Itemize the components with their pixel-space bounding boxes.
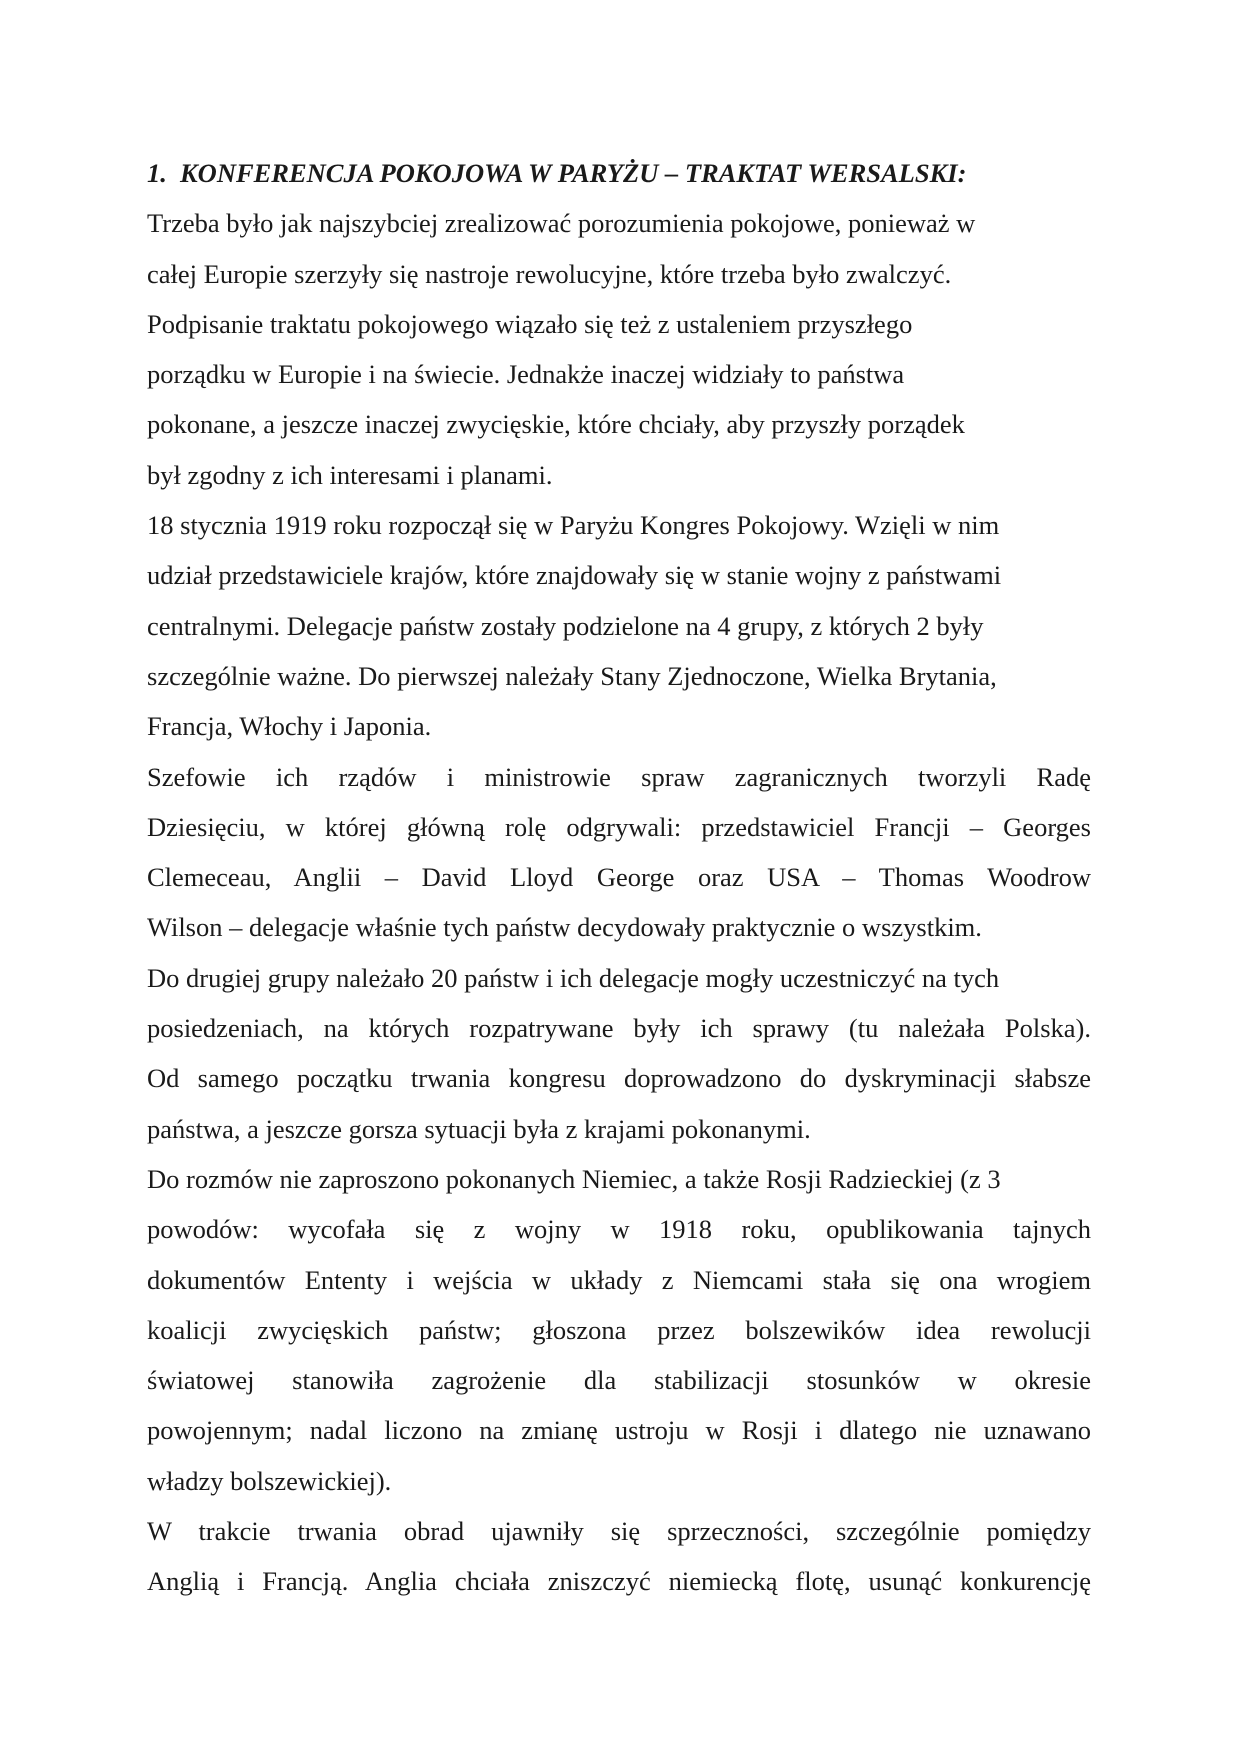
text-line: państwa, a jeszcze gorsza sytuacji była z krajami pokonanymi.: [147, 1113, 811, 1144]
document-body: [147, 148, 1091, 1607]
text-line: centralnymi. Delegacje państw zostały podzielone na 4 grupy, z których 2 były: [147, 610, 984, 641]
text-line: dokumentów Ententy i wejścia w układy z Niemcami stała się ona wrogiem: [147, 1264, 1091, 1295]
text-line: powodów: wycofała się z wojny w 1918 roku, opublikowania tajnych: [147, 1214, 1091, 1245]
text-line: koalicji zwycięskich państw; głoszona przez bolszewików idea rewolucji: [147, 1314, 1091, 1345]
section-heading: [147, 148, 1091, 198]
text-line: Anglią i Francją. Anglia chciała zniszczyć niemiecką flotę, usunąć konkurencję: [147, 1566, 1091, 1597]
text-line: powojennym; nadal liczono na zmianę ustroju w Rosji i dlatego nie uznawano: [147, 1415, 1091, 1446]
text-line: władzy bolszewickiej).: [147, 1465, 392, 1496]
text-line: Podpisanie traktatu pokojowego wiązało się też z ustaleniem przyszłego: [147, 308, 913, 339]
text-line: posiedzeniach, na których rozpatrywane były ich sprawy (tu należała Polska).: [147, 1013, 1091, 1044]
text-line: W trakcie trwania obrad ujawniły się sprzeczności, szczególnie pomiędzy: [147, 1516, 1091, 1547]
text-line: całej Europie szerzyły się nastroje rewolucyjne, które trzeba było zwalczyć.: [147, 258, 952, 289]
text-line: 18 stycznia 1919 roku rozpoczął się w Paryżu Kongres Pokojowy. Wzięli w nim: [147, 510, 1000, 541]
section-number: 1.: [147, 158, 167, 188]
text-line: Do rozmów nie zaproszono pokonanych Niemiec, a także Rosji Radzieckiej (z 3: [147, 1163, 1001, 1194]
text-line: Francja, Włochy i Japonia.: [147, 711, 432, 742]
text-line: Clemeceau, Anglii – David Lloyd George oraz USA – Thomas Woodrow: [147, 862, 1091, 893]
text-line: Od samego początku trwania kongresu doprowadzono do dyskryminacji słabsze: [147, 1063, 1091, 1094]
section-title: KONFERENCJA POKOJOWA W PARYŻU – TRAKTAT WERSALSKI:: [180, 158, 967, 188]
text-line: Dziesięciu, w której główną rolę odgrywali: przedstawiciel Francji – Georges: [147, 811, 1091, 842]
text-line: szczególnie ważne. Do pierwszej należały Stany Zjednoczone, Wielka Brytania,: [147, 660, 997, 691]
text-line: Szefowie ich rządów i ministrowie spraw zagranicznych tworzyli Radę: [147, 761, 1091, 792]
text-line: był zgodny z ich interesami i planami.: [147, 459, 553, 490]
text-line: udział przedstawiciele krajów, które znajdowały się w stanie wojny z państwami: [147, 560, 1002, 591]
text-line: Trzeba było jak najszybciej zrealizować porozumienia pokojowe, ponieważ w: [147, 208, 976, 239]
text-line: Wilson – delegacje właśnie tych państw decydowały praktycznie o wszystkim.: [147, 912, 982, 943]
text-line: pokonane, a jeszcze inaczej zwycięskie, które chciały, aby przyszły porządek: [147, 409, 965, 440]
text-line: porządku w Europie i na świecie. Jednakże inaczej widziały to państwa: [147, 359, 905, 390]
text-line: światowej stanowiła zagrożenie dla stabilizacji stosunków w okresie: [147, 1365, 1091, 1396]
text-line: Do drugiej grupy należało 20 państw i ich delegacje mogły uczestniczyć na tych: [147, 962, 1000, 993]
